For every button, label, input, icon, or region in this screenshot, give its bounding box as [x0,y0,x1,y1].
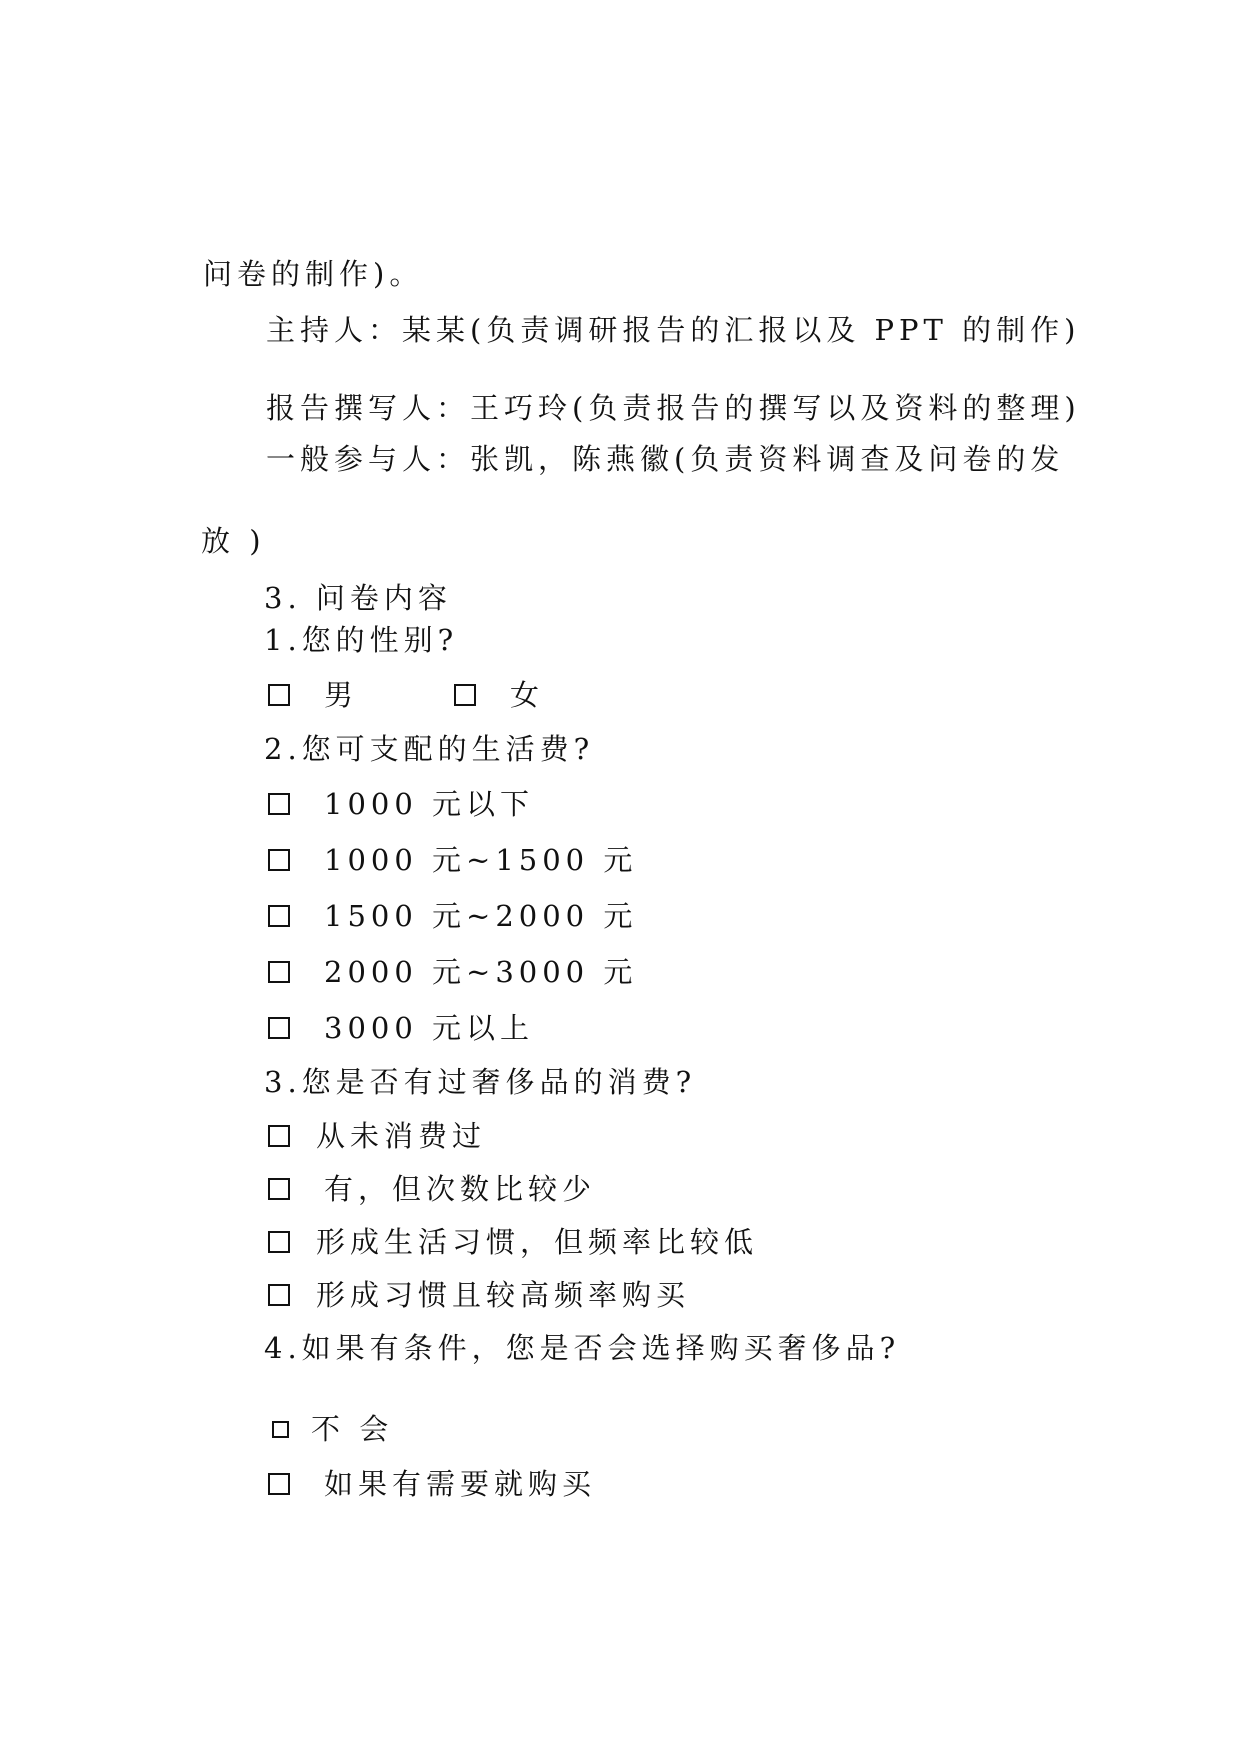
checkbox[interactable] [268,961,290,983]
checkbox[interactable] [268,684,290,706]
checkbox[interactable] [268,1473,290,1495]
option-row [268,1010,534,1046]
checkbox[interactable] [268,849,290,871]
option-row [268,1466,596,1502]
section-heading: 3. 问卷内容 [264,581,452,615]
option-row [268,842,637,878]
option-label: 有，但次数比较少 [324,1172,597,1206]
question-title: 1.您的性别? [264,623,459,657]
checkbox[interactable] [268,1284,290,1306]
option-label: 男 [324,678,359,712]
option-label: 1000 元~1500 元 [324,843,638,877]
question-title: 2.您可支配的生活费? [264,732,595,766]
option-label: 女 [510,678,545,712]
question-title: 4.如果有条件，您是否会选择购买奢侈品? [264,1331,901,1365]
option-row [268,1118,486,1154]
option-row [268,954,637,990]
checkbox[interactable] [268,1125,290,1147]
text-line-participants-cont: 放 ) [201,524,266,558]
option-label: 1000 元以下 [324,787,535,821]
text-line-continuation: 问卷的制作)。 [203,257,424,291]
option-row-gender [268,677,544,713]
text-line-report-writer: 报告撰写人：王巧玲(负责报告的撰写以及资料的整理) [266,391,1081,425]
checkbox[interactable] [268,1231,290,1253]
checkbox[interactable] [268,905,290,927]
option-label: 1500 元~2000 元 [324,899,638,933]
option-label: 3000 元以上 [324,1011,535,1045]
option-label: 从未消费过 [316,1119,487,1153]
option-label: 不 会 [311,1412,394,1446]
checkbox[interactable] [272,1421,289,1438]
text-line-host: 主持人：某某(负责调研报告的汇报以及 PPT 的制作) [266,313,1081,347]
option-row [268,1277,690,1313]
question-title: 3.您是否有过奢侈品的消费? [264,1065,697,1099]
option-row [268,786,534,822]
option-row [268,1411,393,1447]
checkbox[interactable] [268,1178,290,1200]
checkbox[interactable] [268,1017,290,1039]
option-row [268,1171,596,1207]
option-row [268,1224,758,1260]
checkbox[interactable] [454,684,476,706]
option-label: 2000 元~3000 元 [324,955,638,989]
text-line-participants: 一般参与人：张凯，陈燕徽(负责资料调查及问卷的发 [266,442,1065,476]
option-label: 形成习惯且较高频率购买 [316,1278,691,1312]
option-label: 形成生活习惯，但频率比较低 [316,1225,759,1259]
option-label: 如果有需要就购买 [324,1467,597,1501]
checkbox[interactable] [268,793,290,815]
option-row [268,898,637,934]
